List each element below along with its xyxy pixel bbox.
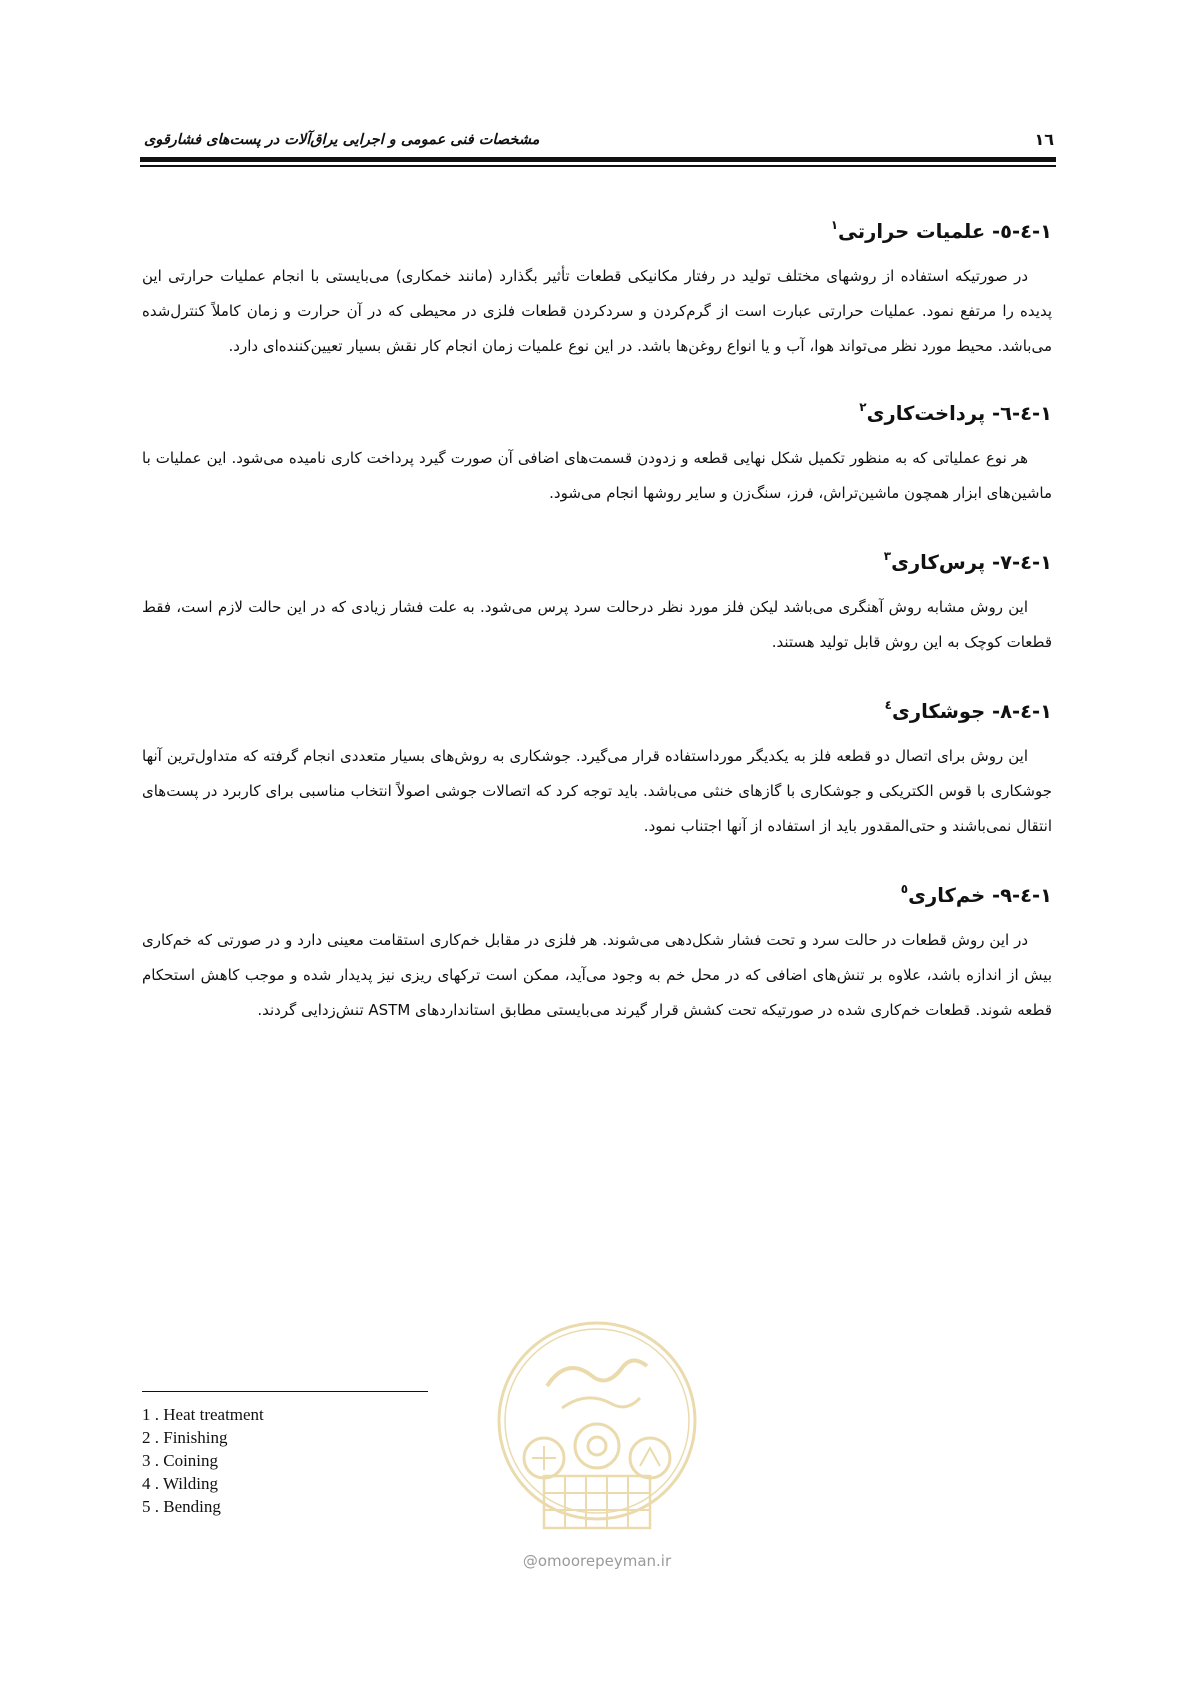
section-heading <box>142 690 1052 727</box>
section-bending <box>142 874 1052 1028</box>
page-number: ١٦ <box>1034 130 1054 149</box>
footnote-marker: ٥ <box>900 882 909 896</box>
section-welding <box>142 690 1052 844</box>
footnote-marker: ٤ <box>884 698 892 712</box>
section-paragraph: هر نوع عملیاتی که به منظور تکمیل شکل نهایی قطعه و زدودن قسمت‌های اضافی آن صورت گیرد پرداخت کاری نامیده می‌شود. این عملیات با ماشین‌های ابزار همچون ماشین‌تراش، فرز، سنگ‌زن و سایر روشها انجام می‌شود. <box>142 449 1052 502</box>
body-content <box>142 210 1052 1028</box>
section-paragraph: این روش برای اتصال دو قطعه فلز به یکدیگر مورداستفاده قرار می‌گیرد. جوشکاری به روش‌های بسیار متعددی انجام گرفته که متداول‌ترین آنها جوشکاری با قوس الکتریکی و جوشکاری با گازهای خنثی می‌باشد. باید توجه کرد که اتصالات جوشی اصولاً انتخاب مناسبی برای کاربرد در پست‌های انتقال نمی‌باشند و حتی‌المقدور باید از استفاده از آنها اجتناب نمود. <box>142 747 1052 835</box>
section-heading <box>142 210 1052 247</box>
section-heading-text: ١-٤-٨- جوشکاری <box>891 700 1052 723</box>
section-heading-text: ١-٤-٩- خم‌کاری <box>908 884 1052 907</box>
section-heading <box>142 392 1052 429</box>
footnotes <box>142 1403 264 1518</box>
section-paragraph: در این روش قطعات در حالت سرد و تحت فشار شکل‌دهی می‌شوند. هر فلزی در مقابل خم‌کاری استقامت معینی دارد و در صورتی که خم‌کاری بیش از اندازه باشد، علاوه بر تنش‌های اضافی که در محل خم به وجود می‌آید، ممکن است ترکهای ریزی نیز پدیدار شده و موجب کاهش استحکام قطعه شوند. قطعات خم‌کاری شده در صورتیکه تحت کشش قرار گیرند می‌بایستی مطابق استانداردهای ASTM تنش‌زدایی گردند. <box>142 931 1052 1019</box>
footnote-marker: ٢ <box>859 400 867 414</box>
section-heading-text: ١-٤-٦- پرداخت‌کاری <box>866 402 1052 425</box>
header-rule-thin <box>140 165 1056 167</box>
section-paragraph: این روش مشابه روش آهنگری می‌باشد لیکن فلز مورد نظر درحالت سرد پرس می‌شود. به علت فشار زیادی که در این حالت لازم است، فقط قطعات کوچک به این روش قابل تولید هستند. <box>142 598 1052 651</box>
running-header <box>140 128 1056 158</box>
footnote-separator <box>142 1391 428 1392</box>
watermark-url: @omoorepeyman.ir <box>522 1552 672 1570</box>
footnote-marker: ٣ <box>883 549 892 563</box>
footnote: 3 . Coining <box>142 1451 219 1470</box>
section-paragraph: در صورتیکه استفاده از روشهای مختلف تولید در رفتار مکانیکی قطعات تأثیر بگذارد (مانند خمکاری) می‌بایستی با انجام عملیات حرارتی این پدیده را مرتفع نمود. عملیات حرارتی عبارت است از گرم‌کردن و سردکردن قطعات فلزی در محیطی که در آن حرارت و زمان کاملاً کنترل‌شده می‌باشد. محیط مورد نظر می‌تواند هوا، آب و یا انواع روغن‌ها باشد. در این نوع علمیات زمان انجام کار نقش بسیار تعیین‌کننده‌ای دارد. <box>142 267 1052 355</box>
footnote-marker: ١ <box>830 218 839 232</box>
footnote: 2 . Finishing <box>142 1428 228 1447</box>
section-heat-treatment <box>142 210 1052 364</box>
watermark-logo-icon <box>492 1316 702 1552</box>
footnote: 1 . Heat treatment <box>142 1405 264 1424</box>
section-coining <box>142 541 1052 660</box>
section-finishing <box>142 392 1052 511</box>
section-heading <box>142 874 1052 911</box>
section-heading-text: ١-٤-٥- علمیات حرارتی <box>838 220 1052 243</box>
footnote: 5 . Bending <box>142 1497 221 1516</box>
section-heading-text: ١-٤-٧- پرس‌کاری <box>891 551 1052 574</box>
running-header-title: مشخصات فنی عمومی و اجرایی یراق‌آلات در پست‌های فشارقوی <box>144 132 540 148</box>
section-heading <box>142 541 1052 578</box>
footnote: 4 . Wilding <box>142 1474 218 1493</box>
header-rule-thick <box>140 157 1056 162</box>
